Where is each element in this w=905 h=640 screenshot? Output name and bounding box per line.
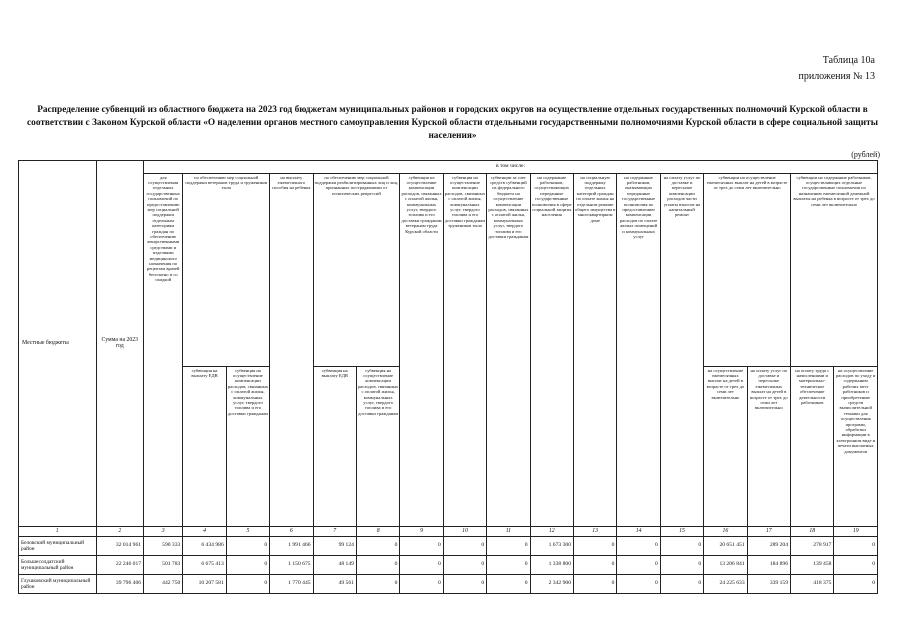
cell-value: 0 (443, 556, 486, 575)
unit-label: (рублей) (851, 150, 880, 159)
group-header: по обеспечению мер социальной поддержки реабилитированных лиц и лиц, признанных пострадавшими от политических репрессий (313, 174, 400, 367)
cell-value: 48 149 (313, 556, 356, 575)
cell-value: 99 124 (313, 537, 356, 556)
cell-value: 442 750 (144, 575, 183, 594)
sub-header: субвенция на осуществление компенсации расходов, связанных с оплатой жилья, коммунальных услуг, твердого топлива и его доставки гражданам (226, 367, 269, 527)
cell-value: 1 150 675 (270, 556, 313, 575)
column-number: 13 (573, 527, 616, 537)
group-header: субвенции на содержание работников, осуществляющих отдельные государственные полномочия по назначению ежемесячной денежной выплаты на ребенка в возрасте от трех до семи лет включительно (791, 174, 878, 367)
sub-header: на осуществление ежемесячных выплат на детей в возрасте от трех до семи лет включительно (704, 367, 747, 527)
cell-value: 49 561 (313, 575, 356, 594)
group-header: субвенции за счет средств субвенций из федерального бюджета на осуществление компенсации расходов, связанных с оплатой жилья, коммунальных услуг, твердого топлива и его доставки гражданам (487, 174, 530, 527)
cell-value: 0 (226, 575, 269, 594)
cell-value: 1 673 300 (530, 537, 573, 556)
cell-value: 0 (400, 575, 443, 594)
cell-value: 0 (834, 575, 878, 594)
cell-value: 418 375 (791, 575, 834, 594)
row-name: Глушковский муниципальный район (19, 575, 97, 594)
cell-value: 0 (834, 556, 878, 575)
column-number: 12 (530, 527, 573, 537)
table-row (19, 556, 878, 575)
cell-value: 1 770 445 (270, 575, 313, 594)
group-header: на содержание работников, оказывающих переданные государственные полномочия по предоставлению компенсации расходов по оплате жилых помещений и коммунальных услуг (617, 174, 660, 527)
group-header: субвенция на осуществление компенсации расходов, связанных с оплатой жилья, коммунальных услуг, твердого топлива и его доставки гражданам тружеников тыла (443, 174, 486, 527)
column-number-row (19, 527, 878, 537)
cell-value: 6 675 413 (183, 556, 226, 575)
cell-value: 0 (573, 575, 616, 594)
cell-value: 0 (226, 556, 269, 575)
column-number: 11 (487, 527, 530, 537)
cell-value: 0 (834, 537, 878, 556)
col-local-budgets: Местные бюджеты (19, 161, 97, 527)
column-number: 19 (834, 527, 878, 537)
cell-value: 0 (660, 556, 703, 575)
sub-header: на оплату труда с начислениями и материально-техническое обеспечение деятельности работников (791, 367, 834, 527)
cell-value: 0 (487, 537, 530, 556)
column-number: 14 (617, 527, 660, 537)
cell-value: 6 434 986 (183, 537, 226, 556)
cell-value: 10 207 581 (183, 575, 226, 594)
cell-value: 590 333 (144, 537, 183, 556)
column-number: 9 (400, 527, 443, 537)
group-header: субвенции на осуществление ежемесячных выплат на детей в возрасте от трех до семи лет включительно (704, 174, 791, 367)
column-number: 5 (226, 527, 269, 537)
cell-value: 1 991 466 (270, 537, 313, 556)
column-number: 4 (183, 527, 226, 537)
cell-value: 0 (617, 556, 660, 575)
column-number: 10 (443, 527, 486, 537)
cell-value: 1 338 800 (530, 556, 573, 575)
cell-value: 289 204 (747, 537, 790, 556)
cell-value: 24 225 633 (704, 575, 747, 594)
sub-header: на оплату услуг по доставке и пересылке ежемесячных выплат на детей в возрасте от трех до семи лет включительно (747, 367, 790, 527)
cell-value: 278 917 (791, 537, 834, 556)
cell-value: 0 (356, 537, 399, 556)
subvention-table (18, 160, 878, 594)
cell-value: 0 (660, 575, 703, 594)
cell-value: 13 206 841 (704, 556, 747, 575)
cell-value: 501 783 (144, 556, 183, 575)
table-ref: Таблица 10а (822, 55, 875, 66)
cell-value: 0 (573, 537, 616, 556)
appendix-ref: приложения № 13 (798, 71, 875, 82)
group-header: на социальную поддержку отдельных категорий граждан по оплате жилья на отдельном режиме общего имущества в многоквартирном доме (573, 174, 616, 527)
table-row (19, 537, 878, 556)
column-number: 8 (356, 527, 399, 537)
document-title: Распределение субвенций из областного бюджета на 2023 год бюджетам муниципальных районов и городских округов на осуществление отдельных государственных полномочий Курской области в соответствии с Законом Курской области «О наделении органов местного самоуправления Курской области отдельными государственными полномочиями Курской области в сфере социальной защиты населения» (27, 105, 878, 141)
group-header: для осуществления отдельных государственных полномочий по предоставлению мер социальной поддержки отдельным категориям граждан по обеспечению лекарственными средствами и изделиями медицинского назначения по рецептам врачей бесплатно и со скидкой (144, 174, 183, 527)
cell-value: 0 (226, 537, 269, 556)
cell-value: 39 796 406 (96, 575, 144, 594)
cell-value: 22 246 017 (96, 556, 144, 575)
column-number: 2 (96, 527, 144, 537)
column-number: 18 (791, 527, 834, 537)
cell-value: 0 (400, 537, 443, 556)
group-header: на оплату услуг по доставке и пересылке компенсации расходов части уплаты взносов на капитальный ремонт (660, 174, 703, 527)
column-number: 17 (747, 527, 790, 537)
group-header: на содержание работников, осуществляющих переданные государственные полномочия в сфере социальной защиты населения (530, 174, 573, 527)
column-number: 3 (144, 527, 183, 537)
column-number: 7 (313, 527, 356, 537)
cell-value: 0 (487, 556, 530, 575)
cell-value: 0 (443, 537, 486, 556)
sub-header: субвенция на выплату ЕДВ (183, 367, 226, 527)
cell-value: 2 342 900 (530, 575, 573, 594)
row-name: Большесолдатский муниципальный район (19, 556, 97, 575)
row-name: Беловский муниципальный район (19, 537, 97, 556)
cell-value: 0 (617, 537, 660, 556)
cell-value: 139 458 (791, 556, 834, 575)
cell-value: 184 896 (747, 556, 790, 575)
sub-header: субвенция на выплату ЕДВ (313, 367, 356, 527)
column-number: 1 (19, 527, 97, 537)
group-header: на выплату ежемесячного пособия на ребенка (270, 174, 313, 527)
cell-value: 0 (573, 556, 616, 575)
col-sum: Сумма на 2023 год (96, 161, 144, 527)
cell-value: 0 (400, 556, 443, 575)
cell-value: 20 651 451 (704, 537, 747, 556)
cell-value: 0 (443, 575, 486, 594)
sub-header: субвенция на осуществление компенсации расходов, связанных с оплатой жилья, коммунальных услуг, твердого топлива и его доставки гражданам (356, 367, 399, 527)
group-header: субвенция на осуществление компенсации расходов, связанных с оплатой жилья, коммунальных услуг, твердого топлива и его доставки гражданам ветеранам труда Курской области (400, 174, 443, 527)
cell-value: 0 (487, 575, 530, 594)
sub-header: на осуществление расходов по уходу и содержанию рабочих мест работников и приобретению средств вычислительной техники для осуществления программ, обработки информации в электронном виде и печати выплатных документов (834, 367, 878, 527)
table-row (19, 575, 878, 594)
cell-value: 0 (617, 575, 660, 594)
cell-value: 32 014 961 (96, 537, 144, 556)
column-number: 16 (704, 527, 747, 537)
cell-value: 339 159 (747, 575, 790, 594)
column-number: 6 (270, 527, 313, 537)
cell-value: 0 (356, 556, 399, 575)
cell-value: 0 (356, 575, 399, 594)
cell-value: 0 (660, 537, 703, 556)
column-number: 15 (660, 527, 703, 537)
group-header: по обеспечению мер социальной поддержки ветеранов труда и тружеников тыла (183, 174, 270, 367)
in-total-header: в том числе: (144, 161, 878, 174)
